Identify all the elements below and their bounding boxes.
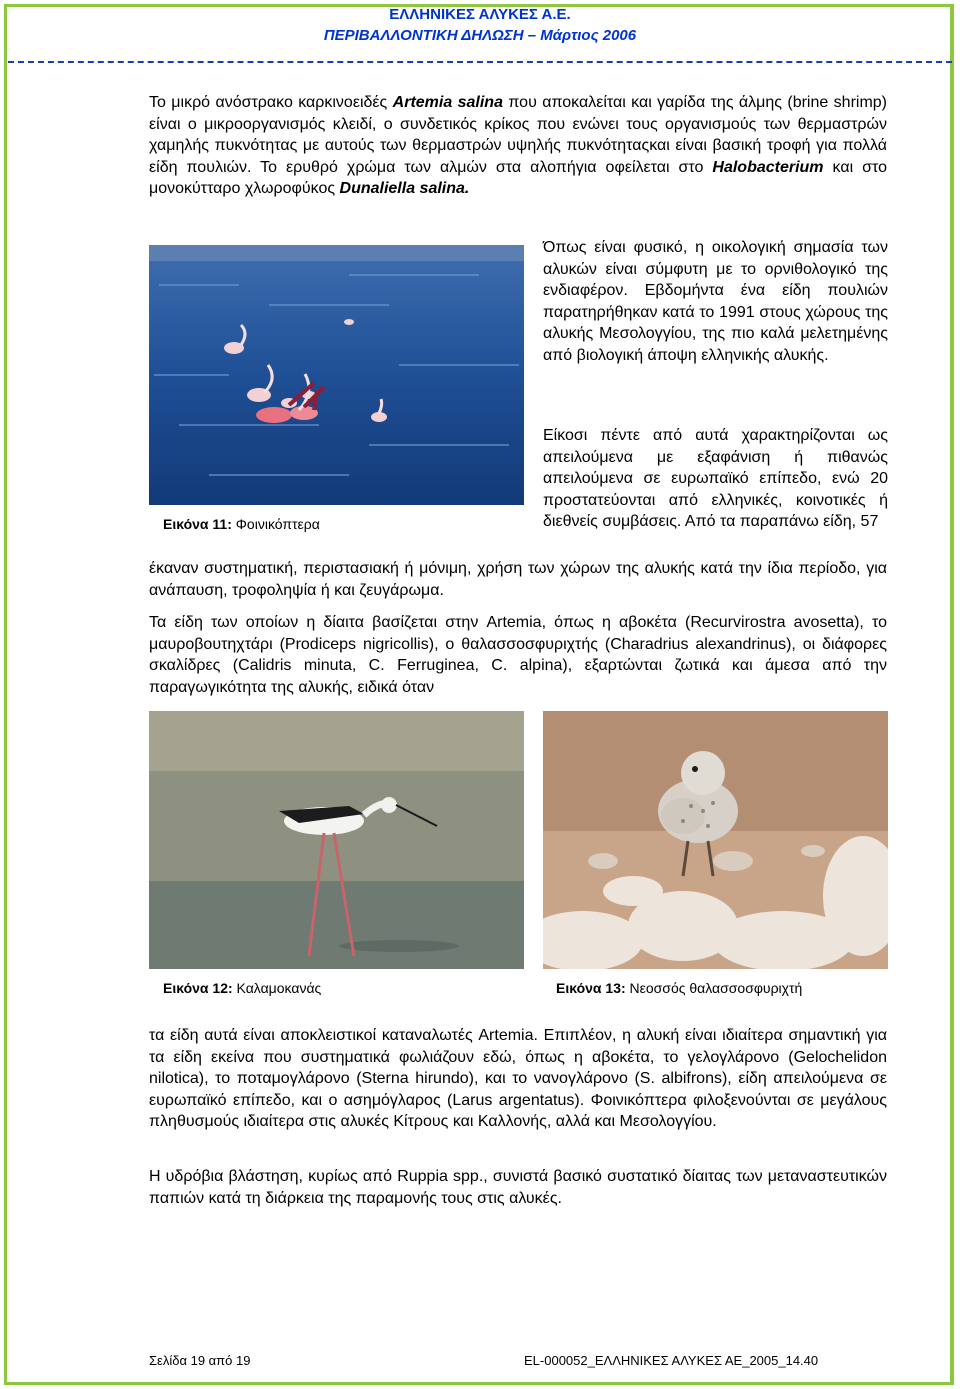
ornithology-paragraph (543, 237, 888, 367)
nesting-paragraph (149, 1025, 887, 1133)
stilt-photo (149, 711, 524, 969)
continuation-text: έκαναν συστηματική, περιστασιακή ή μόνιμη, χρήση των χώρων της αλυκής κατά την ίδια περίοδο, για ανάπαυση, τροφοληψία ή και ζευγάρωμα. (149, 560, 887, 599)
header-company: ΕΛΛΗΝΙΚΕΣ ΑΛΥΚΕΣ Α.Ε. (389, 6, 571, 23)
nesting-text: τα είδη αυτά είναι αποκλειστικοί καταναλωτές Artemia. Επιπλέον, η αλυκή είναι ιδιαίτερα σημαντική για τα είδη εκείνα που συστηματικά φωλιάζουν εδώ, όπως η αβοκέτα, το γελογλάρονο (Gelochelidon nilotica), το ποταμογλάρονο (Sterna hirundo), και το νανογλάρονο (S. albifrons), είδη απειλούμενα σε ευρωπαϊκό επίπεδο, και ο ασημόγλαρος (Larus argentatus). Φοινικόπτερα φιλοξενούνται σε μεγάλους πληθυσμούς ιδιαίτερα στις αλυκές Κίτρους και Καλλονής, αλλά και Μεσολογγίου. (149, 1027, 887, 1131)
plover-chick-photo (543, 711, 888, 969)
caption-figure-12 (163, 980, 321, 996)
caption-figure-11 (163, 516, 320, 532)
caption-12-text: Καλαμοκανάς (232, 980, 322, 996)
vegetation-paragraph (149, 1166, 887, 1209)
caption-11-text: Φοινικόπτερα (231, 516, 320, 532)
intro-text-3: και στο μονοκύτταρο χλωροφύκος (149, 158, 887, 198)
artemia-diet-text: Τα είδη των οποίων η δίαιτα βασίζεται στην Artemia, όπως η αβοκέτα (Recurvirostra avosetta), το μαυροβουτηχτάρι (Prodiceps nigricollis), ο θαλασσοσφυριχτής (Charadrius alexandrinus), οι διάφορες σκαλίδρες (Calidris minuta, C. Ferruginea, C. alpina), εξαρτώνται ζωτικά και άμεσα από την παραγωγικότητα της αλυκής, ειδικά όταν (149, 614, 887, 696)
threatened-species-text: Είκοσι πέντε από αυτά χαρακτηρίζονται ως απειλούμενα με εξαφάνιση ή πιθανώς απειλούμενα σε ευρωπαϊκό επίπεδο, ενώ 20 προστατεύονται από ελληνικές, κοινοτικές ή διεθνείς συμβάσεις. Από τα παραπάνω είδη, 57 (543, 427, 888, 531)
artemia-term: Artemia salina (392, 94, 503, 111)
threatened-species-paragraph (543, 425, 888, 533)
footer-document-id: EL-000052_ΕΛΛΗΝΙΚΕΣ ΑΛΥΚΕΣ ΑΕ_2005_14.40 (524, 1353, 819, 1368)
ornithology-text: Όπως είναι φυσικό, η οικολογική σημασία των αλυκών είναι σύμφυτη με το ορνιθολογικό της ενδιαφέρον. Εβδομήντα ένα είδη πουλιών παρατηρήθηκαν κατά το 1991 στους χώρους της αλυκής Μεσολογγίου, της πιο καλά μελετημένης από βιολογική άποψη ελληνικής αλυκής. (543, 239, 888, 364)
halobacterium-term: Halobacterium (712, 158, 824, 176)
intro-text-1: Το μικρό ανόστρακο καρκινοειδές (149, 94, 393, 111)
intro-text-2: που αποκαλείται και γαρίδα της άλμης (brine shrimp) είναι ο μικροοργανισμός κλειδί, ο συνδετικός κρίκος που ενώνει τους οργανισμούς των θερμαστρών χαμηλής πυκνότητας με αυτούς των θερμαστρών υψηλής πυκνότηταςκαι είναι βασική τροφή για πολλά είδη πουλιών. Το ερυθρό χρώμα των αλμών στα αλοπήγια οφείλεται στο (149, 94, 888, 176)
intro-paragraph (149, 92, 887, 200)
dunaliella-term: Dunaliella salina. (339, 180, 470, 198)
header-divider (8, 61, 952, 63)
vegetation-text: Η υδρόβια βλάστηση, κυρίως από Ruppia spp., συνιστά βασικό συστατικό δίαιτας των μεταναστευτικών παπιών κατά τη διάρκεια της παραμονής τους στις αλυκές. (149, 1168, 887, 1207)
flamingos-photo (149, 245, 524, 505)
continuation-paragraph (149, 558, 887, 601)
header-subtitle: ΠΕΡΙΒΑΛΛΟΝΤΙΚΗ ΔΗΛΩΣΗ – Μάρτιος 2006 (323, 27, 637, 44)
caption-13-label: Εικόνα 13: (556, 980, 626, 996)
artemia-diet-paragraph (149, 612, 887, 698)
caption-12-label: Εικόνα 12: (163, 980, 233, 996)
caption-11-label: Εικόνα 11: (163, 516, 232, 532)
caption-13-text: Νεοσσός θαλασσοσφυριχτή (625, 980, 803, 996)
caption-figure-13 (556, 980, 802, 996)
footer-page-number: Σελίδα 19 από 19 (149, 1353, 251, 1368)
